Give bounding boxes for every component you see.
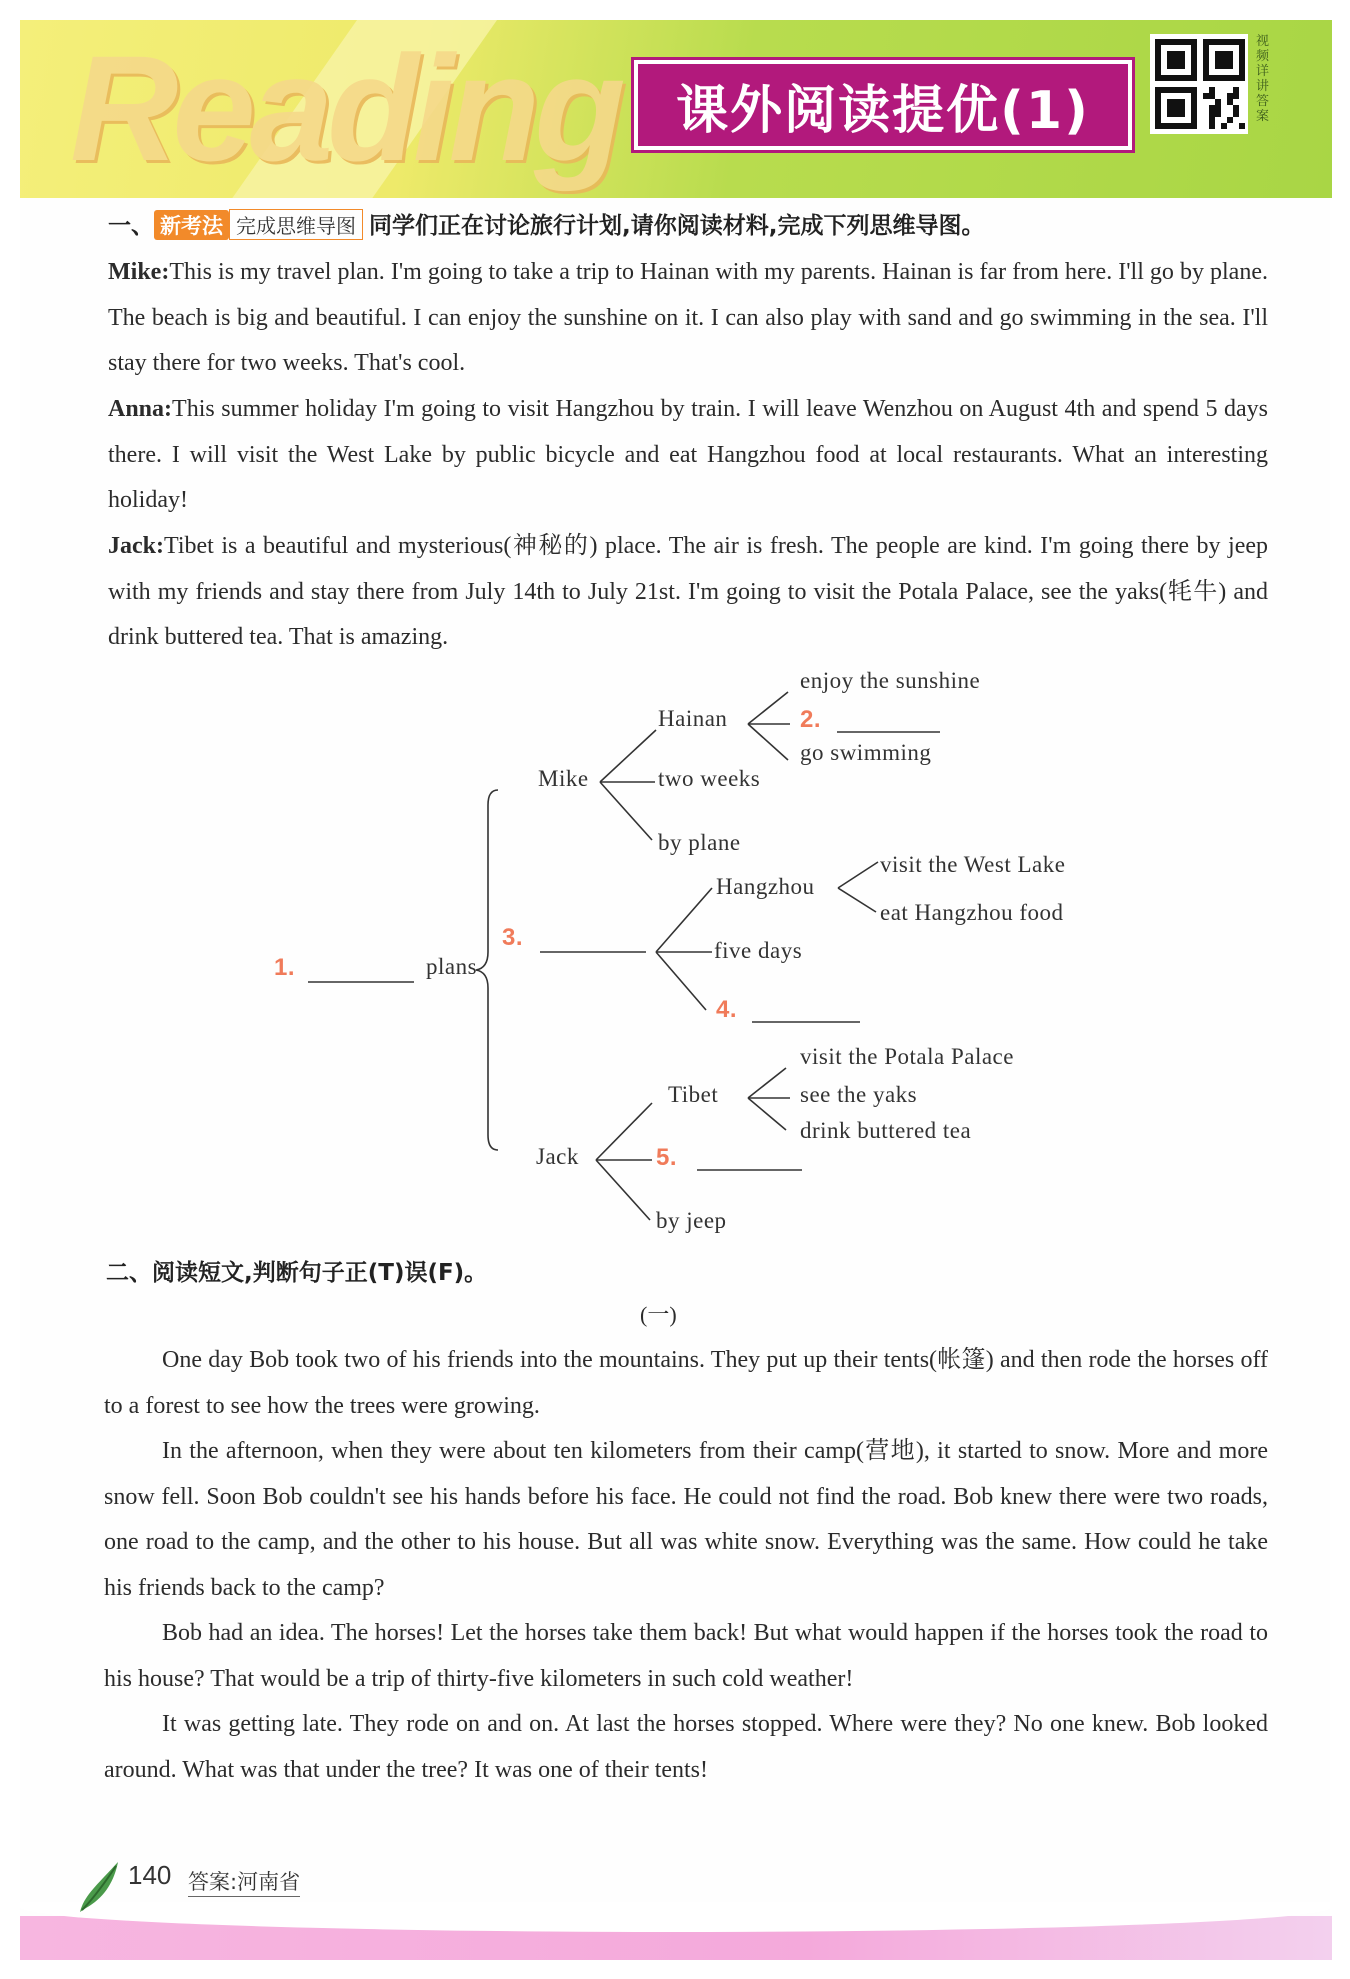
jack-text: Tibet is a beautiful and mysterious(神秘的) place. The air is fresh. The people are kind. I'm going there by jeep with my friends and stay there from July 14th to July 21st. I'm going to visit the Potala Palace, see the yaks(牦牛) and drink buttered tea. That is amazing. <box>108 533 1268 650</box>
blank2-number: 2. <box>800 706 822 733</box>
section1-number: 一、 <box>108 213 154 239</box>
node-mike: Mike <box>538 766 589 791</box>
blank3-to-hangzhou <box>656 888 712 952</box>
blank4-number: 4. <box>716 996 738 1023</box>
speaker-mike: Mike <box>108 259 162 285</box>
hainan-to-enjoy <box>748 692 788 724</box>
mindmap-tag: 完成思维导图 <box>229 209 363 240</box>
reading-title-word: Reading <box>70 24 620 192</box>
speaker-sep: : <box>156 533 164 559</box>
mike-to-by-plane <box>600 782 652 840</box>
root-plans: plans <box>426 954 478 979</box>
speaker-sep: : <box>164 396 173 422</box>
story-paragraph: Bob had an idea. The horses! Let the horses take them back! But what would happen if the horses took the road to his house? That would be a trip of thirty-five kilometers in such cold weather! <box>104 1620 1268 1692</box>
answer-label: 答案:河南省 <box>188 1866 300 1897</box>
page-number: 140 <box>128 1860 172 1890</box>
speaker-jack: Jack <box>108 533 156 559</box>
leaf-icon <box>74 1856 128 1916</box>
node-west-lake: visit the West Lake <box>880 852 1066 877</box>
story-paragraph: In the afternoon, when they were about ten kilometers from their camp(营地), it started to snow. More and more snow fell. Soon Bob couldn't see his hands before his face. He could not find the road. Bob knew there were two roads, one road to the camp, and the other to his house. But all was white snow. Everything was the same. How could he take his friends back to the camp? <box>104 1438 1268 1601</box>
mike-text: This is my travel plan. I'm going to take a trip to Hainan with my parents. Hainan is far from here. I'll go by plane. The beach is big and beautiful. I can enjoy the sunshine on it. I can also play with sand and go swimming in the sea. I'll stay there for two weeks. That's cool. <box>108 259 1268 376</box>
blank5-label[interactable] <box>656 1144 677 1172</box>
section2-heading: 二、阅读短文,判断句子正(T)误(F)。 <box>106 1260 488 1286</box>
node-hangzhou-food: eat Hangzhou food <box>880 900 1064 925</box>
hainan-to-swim <box>748 724 788 760</box>
jack-to-by-jeep <box>596 1160 650 1220</box>
jack-to-tibet <box>596 1103 652 1160</box>
qr-label: 视频详讲答案 <box>1256 34 1270 124</box>
node-tibet: Tibet <box>668 1082 719 1107</box>
node-go-swimming: go swimming <box>800 740 932 765</box>
blank1-label[interactable] <box>274 954 295 982</box>
blank3-label[interactable] <box>502 924 523 952</box>
blank5-number: 5. <box>656 1144 678 1171</box>
story-text <box>104 1338 1268 1793</box>
section1-instruction: 同学们正在讨论旅行计划,请你阅读材料,完成下列思维导图。 <box>369 213 985 239</box>
node-yaks: see the yaks <box>800 1082 918 1107</box>
anna-text: This summer holiday I'm going to visit Hangzhou by train. I will leave Wenzhou on August 4th and spend 5 days there. I will visit the West Lake by public bicycle and eat Hangzhou food at local restaurants. What an interesting holiday! <box>108 396 1268 513</box>
node-jack: Jack <box>536 1144 579 1169</box>
speaker-anna: Anna <box>108 396 165 422</box>
node-hangzhou: Hangzhou <box>716 874 815 899</box>
blank3-number: 3. <box>502 924 524 951</box>
node-two-weeks: two weeks <box>658 766 761 791</box>
blank2-label[interactable] <box>800 706 821 734</box>
node-enjoy-sunshine: enjoy the sunshine <box>800 668 981 693</box>
speaker-sep: : <box>161 259 170 285</box>
node-five-days: five days <box>714 938 803 963</box>
node-potala: visit the Potala Palace <box>800 1044 1014 1069</box>
blank1-number: 1. <box>274 954 296 981</box>
node-buttered-tea: drink buttered tea <box>800 1118 972 1143</box>
story-paragraph: It was getting late. They rode on and on. At last the horses stopped. Where were they? No one knew. Bob looked around. What was that under the tree? It was one of their tents! <box>104 1711 1268 1783</box>
blank3-to-blank4 <box>656 952 706 1010</box>
hangzhou-to-west-lake <box>838 862 878 888</box>
part-label: (一) <box>640 1302 677 1327</box>
node-by-jeep: by jeep <box>656 1208 727 1233</box>
tibet-to-potala <box>748 1068 786 1098</box>
section-title: 课外阅读提优(1) <box>676 80 1090 141</box>
root-brace <box>476 790 498 1150</box>
story-paragraph: One day Bob took two of his friends into the mountains. They put up their tents(帐篷) and then rode the horses off to a forest to see how the trees were growing. <box>104 1347 1268 1419</box>
new-method-tag: 新考法 <box>154 210 229 240</box>
node-by-plane: by plane <box>658 830 741 855</box>
hangzhou-to-food <box>838 888 876 912</box>
node-hainan: Hainan <box>658 706 728 731</box>
tibet-to-tea <box>748 1098 786 1130</box>
blank4-label[interactable] <box>716 996 737 1024</box>
mike-to-hainan <box>600 730 656 782</box>
